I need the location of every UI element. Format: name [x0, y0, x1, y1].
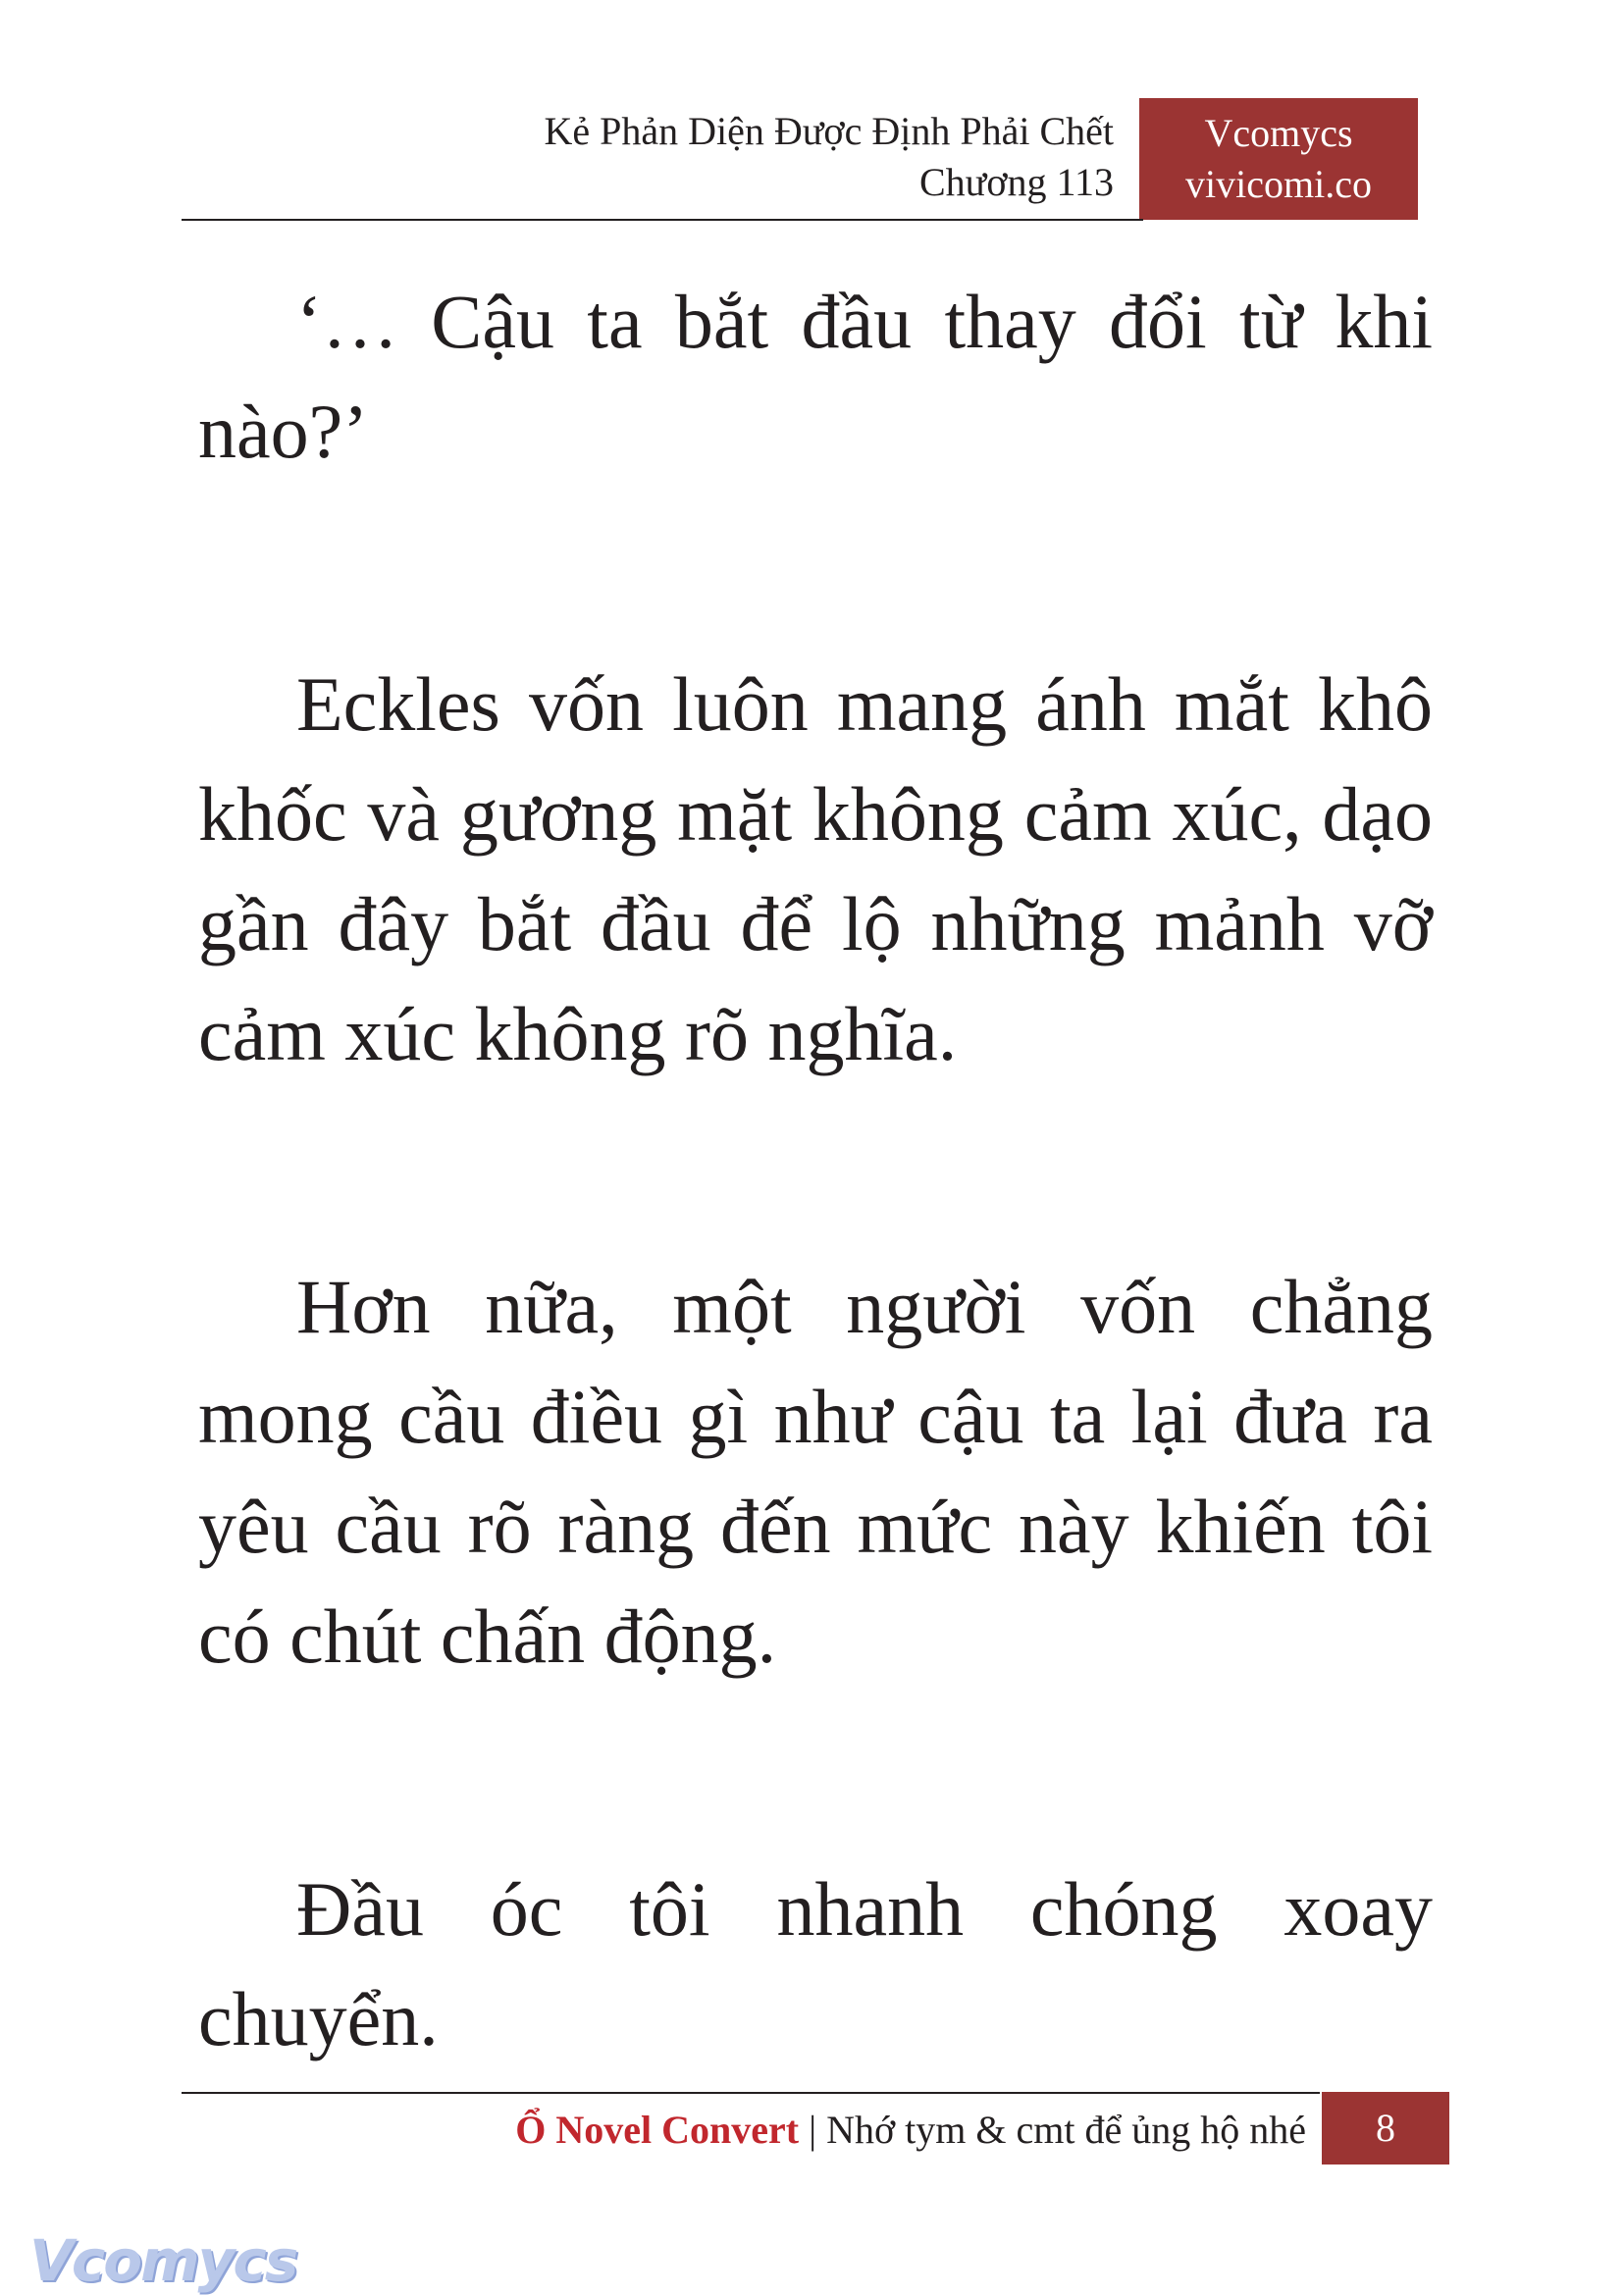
watermark-logo: Vcomycs	[29, 2227, 297, 2294]
brand-badge	[1139, 98, 1418, 220]
book-title: Kẻ Phản Diện Được Định Phải Chết	[544, 109, 1114, 153]
chapter-body	[198, 267, 1433, 2237]
header-title-block	[544, 106, 1114, 208]
footer-message: Nhớ tym & cmt để ủng hộ nhé	[826, 2108, 1306, 2152]
page-number: 8	[1322, 2092, 1449, 2165]
header-divider	[182, 219, 1143, 221]
paragraph: ‘… Cậu ta bắt đầu thay đổi từ khi nào?’	[198, 279, 1433, 474]
brand-site: vivicomi.co	[1185, 162, 1372, 206]
footer-separator: |	[809, 2108, 817, 2152]
chapter-label: Chương 113	[918, 160, 1114, 204]
footer-note	[515, 2106, 1306, 2155]
footer-divider	[182, 2092, 1320, 2094]
paragraph: Eckles vốn luôn mang ánh mắt khô khốc và gương mặt không cảm xúc, dạo gần đây bắt đầu để lộ những mảnh vỡ cảm xúc không rõ nghĩa.	[198, 661, 1433, 1076]
page-header	[182, 98, 1418, 220]
paragraph: Đầu óc tôi nhanh chóng xoay chuyển.	[198, 1866, 1433, 2061]
paragraph: Hơn nữa, một người vốn chẳng mong cầu điều gì như cậu ta lại đưa ra yêu cầu rõ ràng đến mức này khiến tôi có chút chấn động.	[198, 1264, 1433, 1679]
footer-brand: Ổ Novel Convert	[515, 2108, 800, 2152]
brand-name: Vcomycs	[1204, 111, 1353, 155]
page-footer	[182, 2092, 1449, 2165]
